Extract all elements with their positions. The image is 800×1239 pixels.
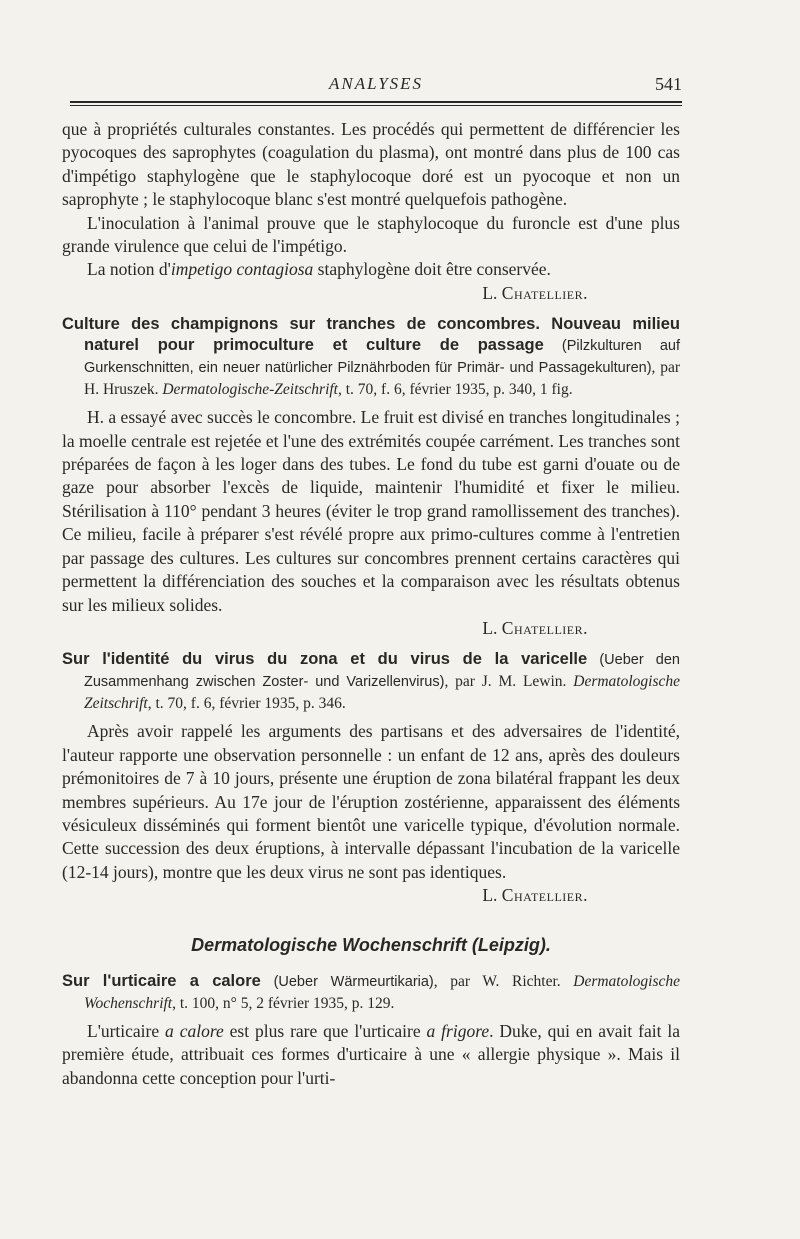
paragraph	[62, 1020, 680, 1090]
page-number: 541	[655, 74, 682, 94]
signature	[62, 282, 588, 305]
page-content	[62, 118, 680, 1090]
journal-name: Dermatologische-Zeitschrift	[162, 381, 338, 399]
signature-initial: L.	[482, 617, 502, 638]
article-impetigo	[62, 118, 680, 305]
article-heading	[62, 314, 680, 400]
paragraph: H. a essayé avec succès le concombre. Le fruit est divisé en tranches longitudinales ; la moelle centrale est rejetée et l'une des extrémités coupée carrément. Les tranches sont préparées de façon à les loger dans des tubes. Le fond du tube est garni d'ouate ou de gaze pour absorber l'excès de liquide, maintenir l'humidité et fixer le milieu. Stérilisation à 110° pendant 3 heures (éviter le trop grand ramollissement des tranches). Ce milieu, facile à préparer s'est révélé propre aux primo-cultures comme à l'entretien par passage des cultures. Les cultures sur concombres prennent certains caractères qui permettent la différenciation des souches et la comparaison avec les résultats obtenus sur les milieux solides.	[62, 407, 680, 615]
original-title: (Ueber Wärmeurtikaria)	[260, 973, 434, 990]
paragraph: que à propriétés culturales constantes. Les procédés qui permettent de différencier les pyocoques des saprophytes (coagulation du plasma), ont montré dans plus de 100 cas d'impétigo staphylogène que le staphylocoque doré est un pyocoque et non un saprophyte ; le staphylocoque blanc s'est montré quelquefois pathogène.	[62, 119, 680, 210]
journal-heading: Dermatologische Wochenschrift (Leipzig).	[191, 934, 551, 955]
author: , par W. Richter.	[433, 972, 574, 990]
reference: , t. 70, f. 6, février 1935, p. 340, 1 fig.	[338, 381, 573, 399]
article-cucumber-culture	[62, 314, 680, 640]
running-title: ANALYSES	[328, 74, 424, 93]
italic-term: impetigo contagiosa	[170, 259, 314, 280]
article-heading	[62, 649, 680, 714]
author: , par H. Hruszek.	[84, 359, 680, 399]
journal-name: Dermatologische Zeitschrift	[84, 673, 681, 713]
signature-initial: L.	[482, 885, 502, 906]
signature-initial: L.	[482, 282, 502, 303]
signature	[62, 884, 588, 907]
original-title: (Ueber den Zusammenhang zwischen Zoster- und Varizellenvirus)	[84, 652, 680, 691]
text: L'urticaire	[87, 1020, 166, 1041]
article-title: Sur l'identité du virus du zona et du virus de la varicelle	[62, 650, 588, 669]
paragraph: L'inoculation à l'animal prouve que le staphylocoque du furoncle est d'une plus grande virulence que celui de l'impétigo.	[62, 212, 680, 257]
signature-name: Chatellier.	[501, 282, 588, 303]
text: La notion d'	[87, 259, 171, 280]
reference: , t. 70, f. 6, février 1935, p. 346.	[147, 695, 346, 713]
text: . Duke, qui en avait fait la première étude, attribuait ces formes d'urticaire à une « allergie physique ». Mais il abandonna cette conception pour l'urti-	[62, 1020, 681, 1088]
article-heading	[62, 971, 680, 1014]
author: , par J. M. Lewin.	[444, 673, 574, 691]
article-title: Culture des champignons sur tranches de concombres. Nouveau milieu naturel pour primoculture et culture de passage	[62, 315, 680, 355]
article-urticaire	[62, 971, 680, 1090]
text: est plus rare que l'urticaire	[223, 1020, 427, 1041]
paragraph: Après avoir rappelé les arguments des partisans et des adversaires de l'identité, l'auteur rapporte une observation personnelle : un enfant de 12 ans, après des douleurs prémonitoires de 7 à 10 jours, présente une éruption de zona bilatéral frappant les deux membres supérieurs. Au 17e jour de l'éruption zostérienne, apparaissent des éléments vésiculeux disséminés qui forment bientôt une varicelle typique, d'évolution normale. Cette succession des deux éruptions, à intervalle dépassant l'incubation de la varicelle (12-14 jours), montre que les deux virus ne sont pas identiques.	[62, 721, 680, 882]
page-header	[70, 74, 682, 102]
article-zona-varicelle	[62, 649, 680, 907]
italic-term: a calore	[165, 1020, 224, 1041]
article-title: Sur l'urticaire a calore	[62, 971, 261, 990]
original-title: (Pilzkulturen auf Gurkenschnitten, ein neuer natürlicher Pilznährboden für Primär- und Passagekulturen)	[84, 338, 680, 377]
paragraph	[62, 258, 680, 281]
journal-name: Dermatologische Wochenschrift	[84, 972, 681, 1012]
italic-term: a frigore	[426, 1020, 490, 1041]
text: staphylogène doit être conservée.	[313, 259, 551, 280]
reference: , t. 100, n° 5, 2 février 1935, p. 129.	[172, 994, 395, 1012]
signature-name: Chatellier.	[501, 885, 588, 906]
signature	[62, 617, 588, 640]
signature-name: Chatellier.	[501, 617, 588, 638]
header-rule	[70, 101, 682, 103]
